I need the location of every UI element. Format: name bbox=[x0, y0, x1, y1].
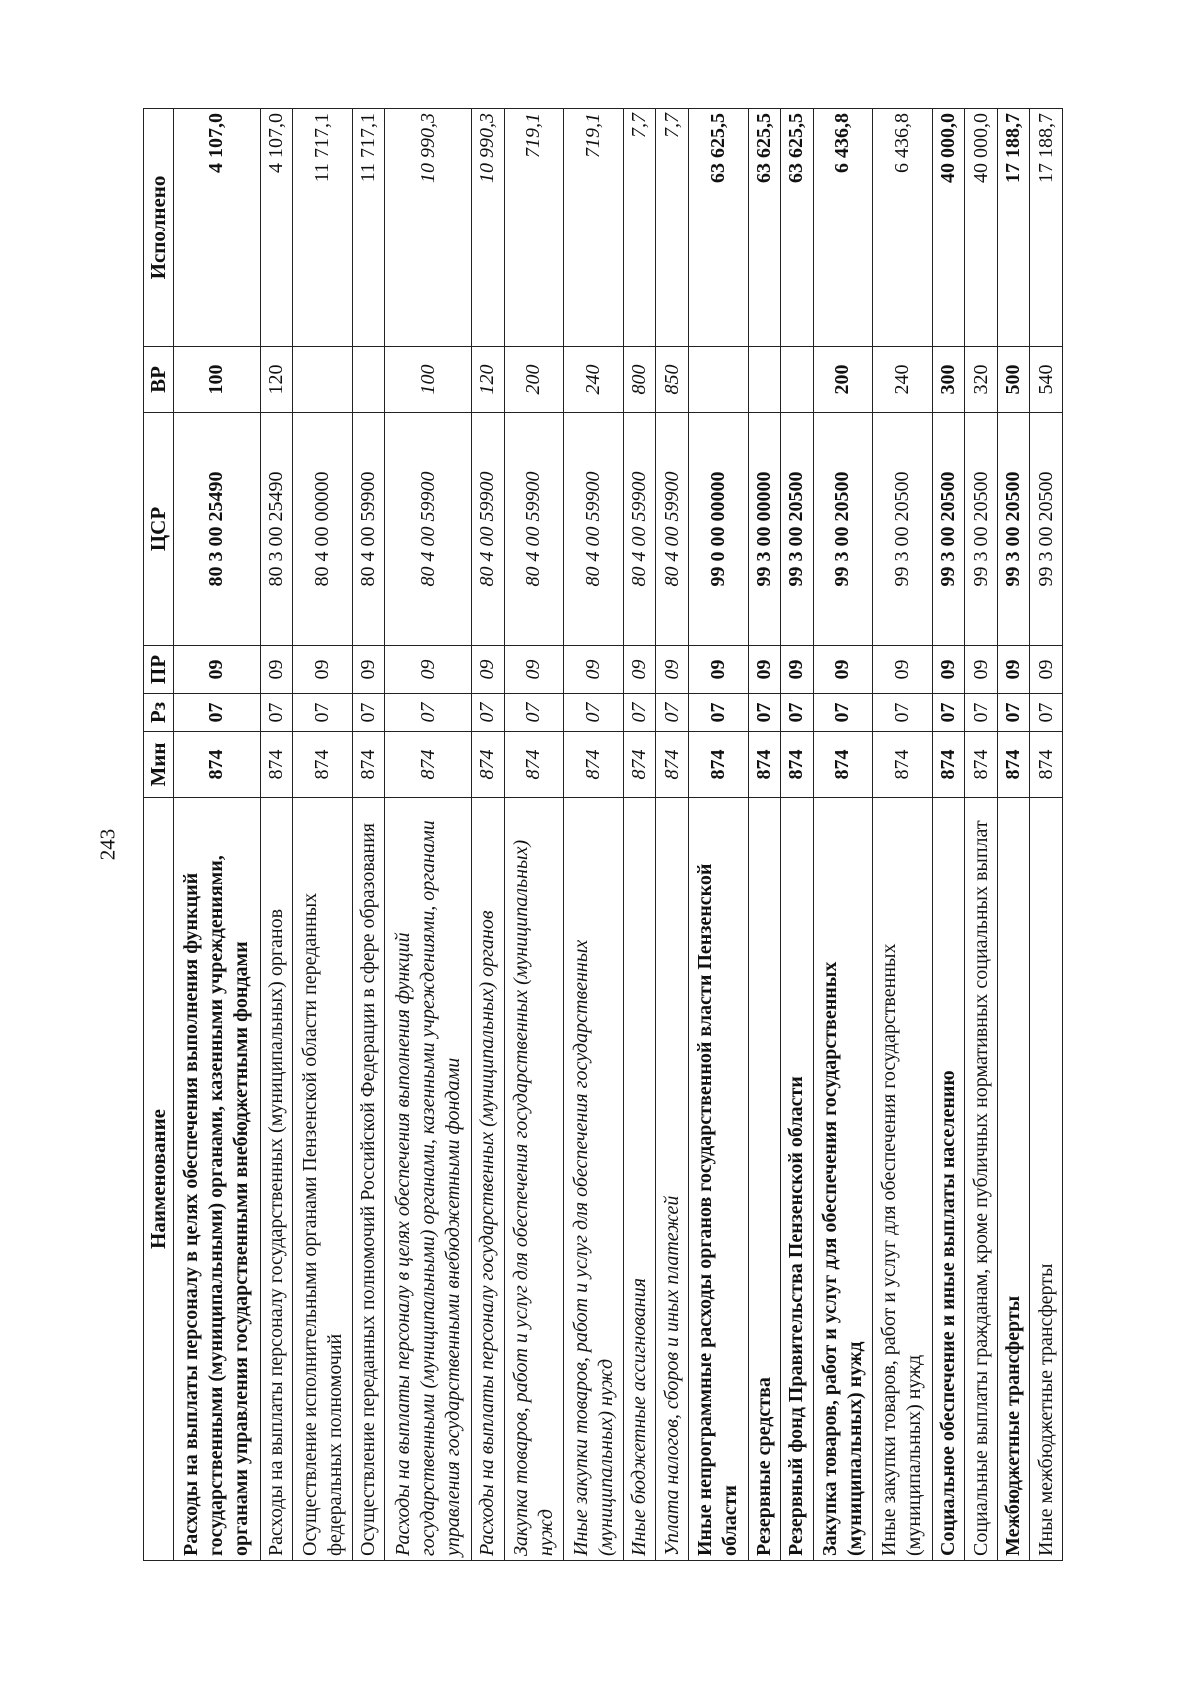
budget-table bbox=[143, 108, 1063, 1561]
row-done-cell: 4 107,0 bbox=[174, 109, 261, 347]
row-rz-cell: 07 bbox=[293, 694, 353, 732]
table-row bbox=[656, 109, 689, 1561]
row-pr-cell: 09 bbox=[813, 646, 873, 694]
row-vr-cell bbox=[781, 347, 814, 413]
row-vr-cell: 200 bbox=[504, 347, 564, 413]
row-min-cell: 874 bbox=[472, 732, 505, 798]
table-row bbox=[748, 109, 781, 1561]
row-rz-cell: 07 bbox=[688, 694, 748, 732]
table-row bbox=[813, 109, 873, 1561]
table-row bbox=[1030, 109, 1063, 1561]
row-pr-cell: 09 bbox=[1030, 646, 1063, 694]
row-done-cell: 40 000,0 bbox=[932, 109, 965, 347]
row-name-cell: Расходы на выплаты персоналу в целях обеспечения выполнения функций государственными (муниципальными) органами, казенными учреждениями, органами управления государственными внебюджетными фондами bbox=[385, 798, 472, 1561]
row-name-cell: Резервный фонд Правительства Пензенской области bbox=[781, 798, 814, 1561]
row-pr-cell: 09 bbox=[748, 646, 781, 694]
row-done-cell: 7,7 bbox=[623, 109, 656, 347]
row-done-cell: 17 188,7 bbox=[997, 109, 1030, 347]
row-done-cell: 10 990,3 bbox=[472, 109, 505, 347]
row-pr-cell: 09 bbox=[260, 646, 293, 694]
row-csr-cell: 99 3 00 20500 bbox=[813, 413, 873, 646]
row-rz-cell: 07 bbox=[656, 694, 689, 732]
row-csr-cell: 80 4 00 59900 bbox=[472, 413, 505, 646]
row-csr-cell: 99 3 00 20500 bbox=[1030, 413, 1063, 646]
row-csr-cell: 80 3 00 25490 bbox=[260, 413, 293, 646]
row-vr-cell bbox=[293, 347, 353, 413]
row-pr-cell: 09 bbox=[965, 646, 998, 694]
row-min-cell: 874 bbox=[293, 732, 353, 798]
row-done-cell: 10 990,3 bbox=[385, 109, 472, 347]
row-min-cell: 874 bbox=[174, 732, 261, 798]
row-vr-cell: 240 bbox=[564, 347, 624, 413]
row-rz-cell: 07 bbox=[623, 694, 656, 732]
row-name-cell: Закупка товаров, работ и услуг для обеспечения государственных (муниципальных) нужд bbox=[813, 798, 873, 1561]
row-rz-cell: 07 bbox=[564, 694, 624, 732]
row-pr-cell: 09 bbox=[688, 646, 748, 694]
table-row bbox=[260, 109, 293, 1561]
row-csr-cell: 80 4 00 59900 bbox=[623, 413, 656, 646]
page-number: 243 bbox=[95, 828, 120, 861]
row-rz-cell: 07 bbox=[997, 694, 1030, 732]
header-name: Наименование bbox=[144, 798, 174, 1561]
row-min-cell: 874 bbox=[385, 732, 472, 798]
row-csr-cell: 99 3 00 20500 bbox=[932, 413, 965, 646]
row-csr-cell: 80 4 00 59900 bbox=[564, 413, 624, 646]
table-row bbox=[873, 109, 933, 1561]
row-vr-cell: 100 bbox=[174, 347, 261, 413]
row-min-cell: 874 bbox=[781, 732, 814, 798]
row-vr-cell: 320 bbox=[965, 347, 998, 413]
row-rz-cell: 07 bbox=[813, 694, 873, 732]
header-pr: ПР bbox=[144, 646, 174, 694]
row-csr-cell: 80 3 00 25490 bbox=[174, 413, 261, 646]
row-rz-cell: 07 bbox=[748, 694, 781, 732]
row-rz-cell: 07 bbox=[781, 694, 814, 732]
budget-table-container bbox=[143, 109, 1063, 1561]
row-vr-cell: 240 bbox=[873, 347, 933, 413]
row-csr-cell: 80 4 00 59900 bbox=[656, 413, 689, 646]
row-done-cell: 719,1 bbox=[564, 109, 624, 347]
row-pr-cell: 09 bbox=[623, 646, 656, 694]
row-min-cell: 874 bbox=[932, 732, 965, 798]
header-vr: ВР bbox=[144, 347, 174, 413]
row-name-cell: Осуществление исполнительными органами Пензенской области переданных федеральных полномочий bbox=[293, 798, 353, 1561]
row-pr-cell: 09 bbox=[873, 646, 933, 694]
row-name-cell: Расходы на выплаты персоналу государственных (муниципальных) органов bbox=[472, 798, 505, 1561]
row-name-cell: Иные межбюджетные трансферты bbox=[1030, 798, 1063, 1561]
row-name-cell: Осуществление переданных полномочий Российской Федерации в сфере образования bbox=[352, 798, 385, 1561]
row-name-cell: Иные закупки товаров, работ и услуг для обеспечения государственных (муниципальных) нужд bbox=[873, 798, 933, 1561]
row-pr-cell: 09 bbox=[352, 646, 385, 694]
header-csr: ЦСР bbox=[144, 413, 174, 646]
row-min-cell: 874 bbox=[623, 732, 656, 798]
row-rz-cell: 07 bbox=[1030, 694, 1063, 732]
row-vr-cell: 500 bbox=[997, 347, 1030, 413]
row-csr-cell: 99 3 00 20500 bbox=[965, 413, 998, 646]
row-min-cell: 874 bbox=[813, 732, 873, 798]
row-done-cell: 4 107,0 bbox=[260, 109, 293, 347]
row-rz-cell: 07 bbox=[504, 694, 564, 732]
row-name-cell: Расходы на выплаты персоналу в целях обеспечения выполнения функций государственными (муниципальными) органами, казенными учреждениями, органами управления государственными внебюджетными фондами bbox=[174, 798, 261, 1561]
table-row bbox=[997, 109, 1030, 1561]
row-rz-cell: 07 bbox=[385, 694, 472, 732]
row-csr-cell: 80 4 00 59900 bbox=[385, 413, 472, 646]
row-name-cell: Социальное обеспечение и иные выплаты населению bbox=[932, 798, 965, 1561]
row-done-cell: 7,7 bbox=[656, 109, 689, 347]
row-min-cell: 874 bbox=[997, 732, 1030, 798]
row-vr-cell: 100 bbox=[385, 347, 472, 413]
row-pr-cell: 09 bbox=[385, 646, 472, 694]
row-csr-cell: 80 4 00 00000 bbox=[293, 413, 353, 646]
table-row bbox=[564, 109, 624, 1561]
row-csr-cell: 80 4 00 59900 bbox=[352, 413, 385, 646]
row-rz-cell: 07 bbox=[932, 694, 965, 732]
row-csr-cell: 80 4 00 59900 bbox=[504, 413, 564, 646]
row-name-cell: Социальные выплаты гражданам, кроме публичных нормативных социальных выплат bbox=[965, 798, 998, 1561]
row-rz-cell: 07 bbox=[472, 694, 505, 732]
row-name-cell: Уплата налогов, сборов и иных платежей bbox=[656, 798, 689, 1561]
row-vr-cell: 200 bbox=[813, 347, 873, 413]
row-pr-cell: 09 bbox=[932, 646, 965, 694]
row-pr-cell: 09 bbox=[174, 646, 261, 694]
row-name-cell: Иные непрограммные расходы органов государственной власти Пензенской области bbox=[688, 798, 748, 1561]
row-min-cell: 874 bbox=[748, 732, 781, 798]
row-done-cell: 11 717,1 bbox=[352, 109, 385, 347]
table-row bbox=[385, 109, 472, 1561]
row-rz-cell: 07 bbox=[965, 694, 998, 732]
row-pr-cell: 09 bbox=[293, 646, 353, 694]
table-row bbox=[472, 109, 505, 1561]
row-csr-cell: 99 3 00 20500 bbox=[997, 413, 1030, 646]
row-name-cell: Расходы на выплаты персоналу государственных (муниципальных) органов bbox=[260, 798, 293, 1561]
row-min-cell: 874 bbox=[1030, 732, 1063, 798]
row-vr-cell: 120 bbox=[472, 347, 505, 413]
table-row bbox=[504, 109, 564, 1561]
row-rz-cell: 07 bbox=[260, 694, 293, 732]
row-done-cell: 6 436,8 bbox=[873, 109, 933, 347]
row-pr-cell: 09 bbox=[472, 646, 505, 694]
table-row bbox=[623, 109, 656, 1561]
row-name-cell: Закупка товаров, работ и услуг для обеспечения государственных (муниципальных) нужд bbox=[504, 798, 564, 1561]
row-name-cell: Межбюджетные трансферты bbox=[997, 798, 1030, 1561]
row-min-cell: 874 bbox=[352, 732, 385, 798]
row-csr-cell: 99 0 00 00000 bbox=[688, 413, 748, 646]
header-min: Мин bbox=[144, 732, 174, 798]
row-pr-cell: 09 bbox=[504, 646, 564, 694]
row-min-cell: 874 bbox=[873, 732, 933, 798]
row-name-cell: Иные закупки товаров, работ и услуг для обеспечения государственных (муниципальных) нужд bbox=[564, 798, 624, 1561]
row-min-cell: 874 bbox=[965, 732, 998, 798]
row-vr-cell: 540 bbox=[1030, 347, 1063, 413]
row-vr-cell: 300 bbox=[932, 347, 965, 413]
row-vr-cell bbox=[688, 347, 748, 413]
row-done-cell: 11 717,1 bbox=[293, 109, 353, 347]
row-min-cell: 874 bbox=[260, 732, 293, 798]
table-row bbox=[293, 109, 353, 1561]
row-vr-cell: 800 bbox=[623, 347, 656, 413]
table-row bbox=[965, 109, 998, 1561]
table-row bbox=[932, 109, 965, 1561]
row-done-cell: 40 000,0 bbox=[965, 109, 998, 347]
header-rz: Рз bbox=[144, 694, 174, 732]
row-csr-cell: 99 3 00 20500 bbox=[781, 413, 814, 646]
row-name-cell: Резервные средства bbox=[748, 798, 781, 1561]
row-pr-cell: 09 bbox=[997, 646, 1030, 694]
table-row bbox=[688, 109, 748, 1561]
row-min-cell: 874 bbox=[564, 732, 624, 798]
row-csr-cell: 99 3 00 00000 bbox=[748, 413, 781, 646]
row-done-cell: 63 625,5 bbox=[781, 109, 814, 347]
table-row bbox=[174, 109, 261, 1561]
row-done-cell: 63 625,5 bbox=[748, 109, 781, 347]
row-min-cell: 874 bbox=[504, 732, 564, 798]
row-done-cell: 6 436,8 bbox=[813, 109, 873, 347]
row-pr-cell: 09 bbox=[656, 646, 689, 694]
row-min-cell: 874 bbox=[688, 732, 748, 798]
table-row bbox=[781, 109, 814, 1561]
row-rz-cell: 07 bbox=[174, 694, 261, 732]
table-header-row bbox=[144, 109, 174, 1561]
table-row bbox=[352, 109, 385, 1561]
header-done: Исполнено bbox=[144, 109, 174, 347]
table-body bbox=[174, 109, 1063, 1561]
row-vr-cell bbox=[352, 347, 385, 413]
row-name-cell: Иные бюджетные ассигнования bbox=[623, 798, 656, 1561]
row-vr-cell: 850 bbox=[656, 347, 689, 413]
row-done-cell: 17 188,7 bbox=[1030, 109, 1063, 347]
row-done-cell: 63 625,5 bbox=[688, 109, 748, 347]
row-vr-cell bbox=[748, 347, 781, 413]
row-csr-cell: 99 3 00 20500 bbox=[873, 413, 933, 646]
row-rz-cell: 07 bbox=[352, 694, 385, 732]
row-rz-cell: 07 bbox=[873, 694, 933, 732]
row-min-cell: 874 bbox=[656, 732, 689, 798]
row-pr-cell: 09 bbox=[781, 646, 814, 694]
row-done-cell: 719,1 bbox=[504, 109, 564, 347]
row-pr-cell: 09 bbox=[564, 646, 624, 694]
row-vr-cell: 120 bbox=[260, 347, 293, 413]
